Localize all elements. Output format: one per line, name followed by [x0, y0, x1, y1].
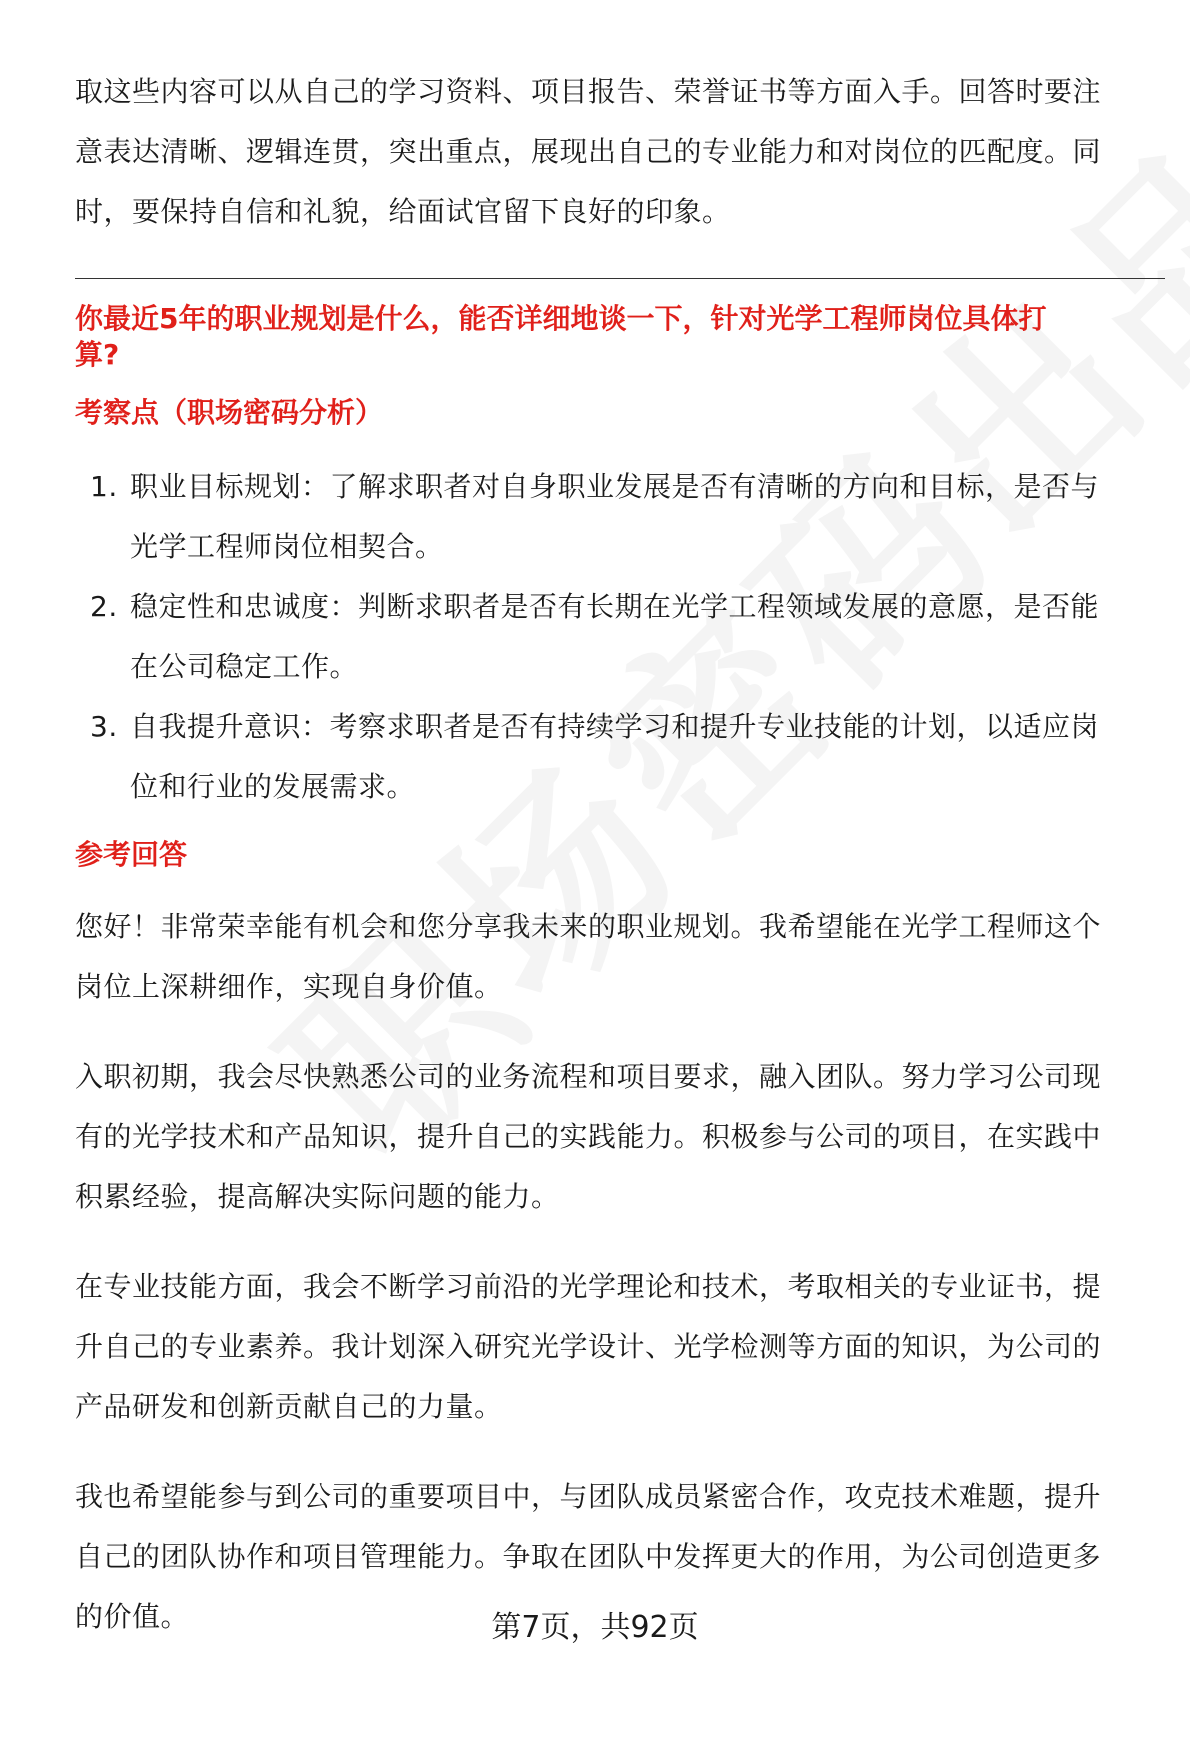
text-line: 意表达清晰、逻辑连贯，突出重点，展现出自己的专业能力和对岗位的匹配度。同 — [75, 135, 1102, 168]
text-line: 我也希望能参与到公司的重要项目中，与团队成员紧密合作，攻克技术难题，提升 — [75, 1480, 1102, 1513]
list-item — [75, 577, 1165, 697]
list-item-line: 稳定性和忠诚度：判断求职者是否有长期在光学工程领域发展的意愿，是否能 — [130, 590, 1100, 623]
spacer — [75, 242, 1165, 278]
question-heading — [75, 301, 1165, 373]
section-divider — [75, 278, 1165, 279]
answer-title: 参考回答 — [75, 838, 188, 871]
text-line: 时，要保持自信和礼貌，给面试官留下良好的印象。 — [75, 195, 731, 228]
intro-continuation — [75, 62, 1165, 242]
question-line: 算? — [75, 338, 120, 371]
text-line: 取这些内容可以从自己的学习资料、项目报告、荣誉证书等方面入手。回答时要注 — [75, 75, 1102, 108]
list-number: 3. — [90, 710, 118, 743]
list-item — [75, 697, 1165, 817]
text-line: 自己的团队协作和项目管理能力。争取在团队中发挥更大的作用，为公司创造更多 — [75, 1540, 1102, 1573]
text-line: 升自己的专业素养。我计划深入研究光学设计、光学检测等方面的知识，为公司的 — [75, 1330, 1102, 1363]
page-content — [75, 62, 1165, 1677]
text-line: 有的光学技术和产品知识，提升自己的实践能力。积极参与公司的项目，在实践中 — [75, 1120, 1102, 1153]
answer-paragraph — [75, 897, 1165, 1017]
analysis-points-list — [75, 457, 1165, 817]
list-item-line: 职业目标规划：了解求职者对自身职业发展是否有清晰的方向和目标，是否与 — [130, 470, 1100, 503]
answer-paragraph — [75, 1257, 1165, 1437]
text-line: 您好！非常荣幸能有机会和您分享我未来的职业规划。我希望能在光学工程师这个 — [75, 910, 1102, 943]
page-number: 第7页，共92页 — [491, 1610, 699, 1645]
list-item-line: 位和行业的发展需求。 — [130, 770, 416, 803]
question-line: 你最近5年的职业规划是什么，能否详细地谈一下，针对光学工程师岗位具体打 — [75, 302, 1047, 335]
text-line: 的价值。 — [75, 1600, 190, 1633]
list-item-line: 自我提升意识：考察求职者是否有持续学习和提升专业技能的计划，以适应岗 — [130, 710, 1100, 743]
text-line: 在专业技能方面，我会不断学习前沿的光学理论和技术，考取相关的专业证书，提 — [75, 1270, 1102, 1303]
text-line: 产品研发和创新贡献自己的力量。 — [75, 1390, 503, 1423]
list-number: 2. — [90, 590, 118, 623]
answer-paragraph — [75, 1047, 1165, 1227]
list-number: 1. — [90, 470, 118, 503]
text-line: 岗位上深耕细作，实现自身价值。 — [75, 970, 503, 1003]
text-line: 入职初期，我会尽快熟悉公司的业务流程和项目要求，融入团队。努力学习公司现 — [75, 1060, 1102, 1093]
text-line: 积累经验，提高解决实际问题的能力。 — [75, 1180, 560, 1213]
list-item-line: 在公司稳定工作。 — [130, 650, 359, 683]
analysis-title: 考察点（职场密码分析） — [75, 396, 384, 429]
list-item — [75, 457, 1165, 577]
list-item-line: 光学工程师岗位相契合。 — [130, 530, 444, 563]
